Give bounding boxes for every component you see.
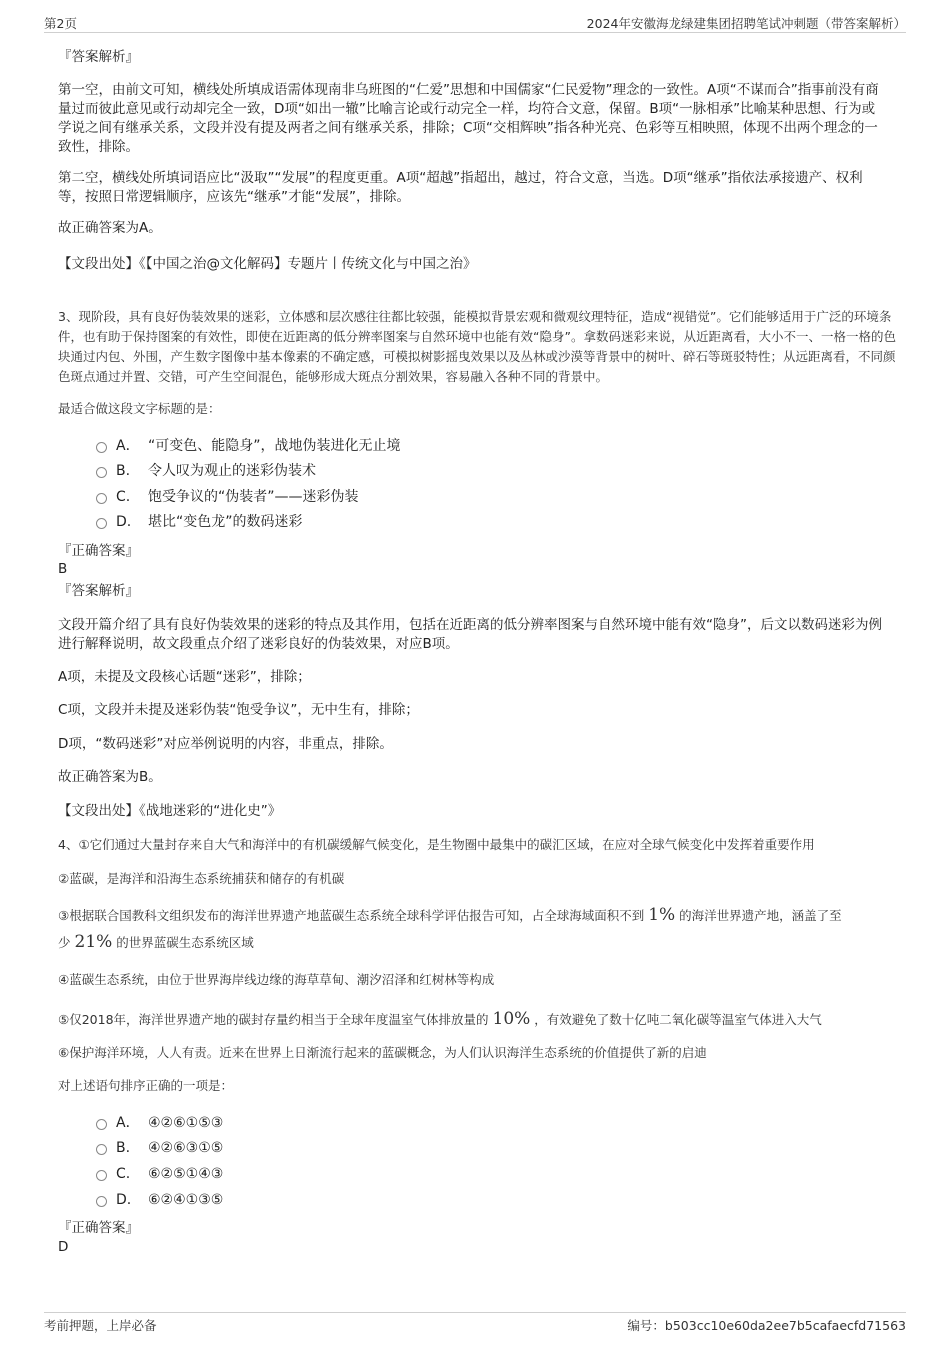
- q3-question: 最适合做这段文字标题的是：: [58, 401, 221, 416]
- q3-answer-label: 『正确答案』: [58, 543, 139, 559]
- s3-percent-2: 21%: [74, 932, 113, 952]
- radio-icon[interactable]: [96, 442, 107, 453]
- q3-answer: B: [58, 561, 68, 577]
- q3-option-b[interactable]: [96, 460, 316, 482]
- q3-analysis-label: 『答案解析』: [58, 583, 139, 599]
- q2-analysis-p2: 第二空，横线处所填词语应比“汲取”“发展”的程度更重。A项“超越”指超出，越过，符合文意，当选。D项“继承”指依法承接遗产、权利等，按照日常逻辑顺序，应该先“继承”才能“发展”，排除。: [58, 170, 863, 205]
- q2-source: 【文段出处】《【中国之治@文化解码】专题片丨传统文化与中国之治》: [58, 256, 477, 272]
- q4-sentence-6: ⑥保护海洋环境，人人有责。近来在世界上日渐流行起来的蓝碳概念，为人们认识海洋生态系统的价值提供了新的启迪: [58, 1045, 707, 1060]
- option-letter: B.: [116, 1140, 131, 1156]
- q4-sentence-1: 4、①它们通过大量封存来自大气和海洋中的有机碳缓解气候变化，是生物圈中最集中的碳汇区域，在应对全球气候变化中发挥着重要作用: [58, 837, 815, 852]
- option-letter: D.: [116, 1192, 132, 1208]
- q4-answer: D: [58, 1239, 69, 1255]
- option-text: 堪比“变色龙”的数码迷彩: [148, 514, 303, 530]
- radio-icon[interactable]: [96, 1144, 107, 1155]
- q3-option-a[interactable]: [96, 435, 401, 457]
- q3-option-d[interactable]: [96, 511, 303, 533]
- q2-analysis-label: 『答案解析』: [58, 49, 139, 65]
- s5-percent: 10%: [492, 1009, 531, 1029]
- option-text: ④②⑥①⑤③: [148, 1115, 224, 1131]
- q4-sentence-5: [58, 1006, 888, 1033]
- q2-conclusion: 故正确答案为A。: [58, 220, 162, 236]
- s3-text-d: 的世界蓝碳生态系统区域: [116, 935, 254, 950]
- radio-icon[interactable]: [96, 493, 107, 504]
- option-letter: A．: [116, 1115, 140, 1131]
- radio-icon[interactable]: [96, 1119, 107, 1130]
- q3-conclusion: 故正确答案为B。: [58, 769, 162, 785]
- page-footer: [44, 1312, 906, 1336]
- option-letter: B.: [116, 463, 131, 479]
- option-text: ⑥②④①③⑤: [148, 1192, 224, 1208]
- q4-sentence-3: [58, 902, 898, 956]
- q3-analysis-p4: D项，“数码迷彩”对应举例说明的内容，非重点，排除。: [58, 736, 393, 752]
- page-header: [44, 14, 906, 33]
- q4-option-b[interactable]: [96, 1137, 223, 1159]
- q4-option-d[interactable]: [96, 1189, 223, 1211]
- q4-option-a[interactable]: [96, 1112, 223, 1134]
- radio-icon[interactable]: [96, 1196, 107, 1207]
- q4-sentence-2: ②蓝碳，是海洋和沿海生态系统捕获和储存的有机碳: [58, 871, 345, 886]
- option-text: 饱受争议的“伪装者”——迷彩伪装: [148, 489, 359, 505]
- page-number: 第2页: [44, 16, 77, 31]
- option-text: “可变色、能隐身”，战地伪装进化无止境: [148, 438, 401, 454]
- q4-option-c[interactable]: [96, 1163, 223, 1185]
- s3-percent-1: 1%: [648, 905, 676, 925]
- option-text: ⑥②⑤①④③: [148, 1166, 224, 1182]
- option-letter: C.: [116, 1166, 131, 1182]
- s3-text-c: 少: [58, 935, 71, 950]
- option-text: 令人叹为观止的迷彩伪装术: [148, 463, 316, 479]
- q4-sentence-4: ④蓝碳生态系统，由位于世界海岸线边缘的海草草甸、潮汐沼泽和红树林等构成: [58, 972, 495, 987]
- option-text: ④②⑥③①⑤: [148, 1140, 224, 1156]
- q3-analysis-p3: C项，文段并未提及迷彩伪装“饱受争议”，无中生有，排除；: [58, 702, 419, 718]
- q4-answer-label: 『正确答案』: [58, 1220, 139, 1236]
- s5-text-a: ⑤仅2018年，海洋世界遗产地的碳封存量约相当于全球年度温室气体排放量的: [58, 1012, 489, 1027]
- radio-icon[interactable]: [96, 1170, 107, 1181]
- s3-text-b: 的海洋世界遗产地，涵盖了至: [679, 908, 842, 923]
- q3-analysis-p1: 文段开篇介绍了具有良好伪装效果的迷彩的特点及其作用，包括在近距离的低分辨率图案与自然环境中能有效“隐身”，后文以数码迷彩为例进行解释说明，故文段重点介绍了迷彩良好的伪装效果，对应B项。: [58, 617, 882, 652]
- q3-stem: 3、现阶段，具有良好伪装效果的迷彩，立体感和层次感往往都比较强，能模拟背景宏观和微观纹理特征，造成“视错觉”。它们能够适用于广泛的环境条件，也有助于保持图案的有效性，即使在近距离的低分辨率图案与自然环境中也能有效“隐身”。拿数码迷彩来说，从近距离看，大小不一、一格一格的色块通过内包、外围，产生数字图像中基本像素的不确定感，可模拟树影摇曳效果以及丛林或沙漠等背景中的树叶、碎石等斑驳特性；从远距离看，不同颜色斑点通过并置、交错，可产生空间混色，能够形成大斑点分割效果，容易融入各种不同的背景中。: [58, 309, 896, 384]
- document-id: 编号：b503cc10e60da2ee7b5cafaecfd71563: [627, 1318, 906, 1333]
- q4-question: 对上述语句排序正确的一项是：: [58, 1078, 234, 1093]
- radio-icon[interactable]: [96, 467, 107, 478]
- q3-option-c[interactable]: [96, 486, 359, 508]
- q3-source: 【文段出处】《战地迷彩的“进化史”》: [58, 803, 282, 819]
- option-letter: C.: [116, 489, 131, 505]
- radio-icon[interactable]: [96, 518, 107, 529]
- option-letter: D.: [116, 514, 132, 530]
- footer-slogan: 考前押题，上岸必备: [44, 1318, 157, 1333]
- s5-text-b: ，有效避免了数十亿吨二氧化碳等温室气体进入大气: [534, 1012, 822, 1027]
- q2-analysis-p1: 第一空，由前文可知，横线处所填成语需体现南非乌班图的“仁爱”思想和中国儒家“仁民爱物”理念的一致性。A项“不谋而合”指事前没有商量过而彼此意见或行动却完全一致，D项“如出一辙”比喻言论或行动完全一样，均符合文意，保留。B项“一脉相承”比喻某种思想、行为或学说之间有继承关系，文段并没有提及两者之间有继承关系，排除；C项“交相辉映”指各种光亮、色彩等互相映照，体现不出两个理念的一致性，排除。: [58, 82, 879, 155]
- option-letter: A．: [116, 438, 140, 454]
- s3-text-a: ③根据联合国教科文组织发布的海洋世界遗产地蓝碳生态系统全球科学评估报告可知，占全球海域面积不到: [58, 908, 645, 923]
- document-title: 2024年安徽海龙绿建集团招聘笔试冲刺题（带答案解析）: [586, 16, 906, 31]
- q3-analysis-p2: A项，未提及文段核心话题“迷彩”，排除；: [58, 669, 311, 685]
